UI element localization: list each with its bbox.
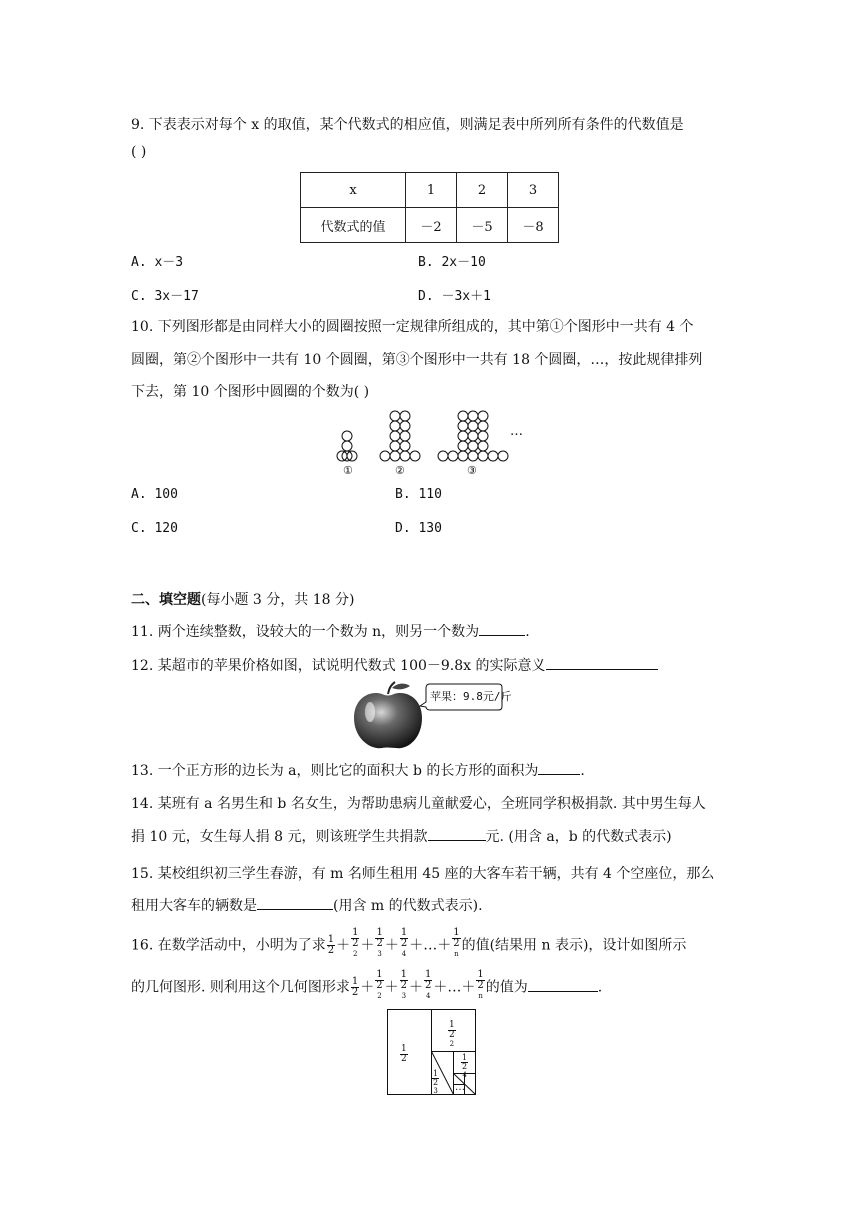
q15-text-end: (用含 m 的代数式表示). — [333, 898, 483, 914]
q14-text: 捐 10 元，女生每人捐 8 元，则该班学生共捐款 — [131, 829, 428, 845]
figure-label-3: ③ — [467, 464, 477, 477]
fraction: 1 2 $^4$ — [425, 969, 432, 1000]
answer-blank[interactable] — [538, 760, 580, 775]
table-row — [301, 208, 559, 243]
q9-option-c: C. 3x－17 — [131, 289, 199, 304]
q16-text-mid: 的值为 — [485, 979, 528, 996]
fraction: 1 2 $^2$ — [352, 927, 359, 958]
figure-dots: … — [455, 1082, 465, 1093]
figure-fraction-sixteenth: 1 2 $^4$ — [462, 1053, 468, 1079]
circle-pattern-figure — [334, 406, 534, 464]
q16-text: 的几何图形. 则利用这个几何图形求 — [131, 979, 350, 996]
q16-text-mid: 的值(结果用 n 表示)，设计如图所示 — [461, 937, 687, 954]
q14-line1: 14. 某班有 a 名男生和 b 名女生，为帮助患病儿童献爱心，全班同学积极捐款. 其中男生每人 — [131, 796, 706, 812]
table-cell: －5 — [457, 208, 508, 243]
figure-fraction-eighth: 1 2 $^3$ — [433, 1069, 439, 1095]
figure-fraction-quarter: 1 2 $^2$ — [449, 1020, 455, 1048]
q16-line1: 16. 在数学活动中，小明为了求 $\frac{1}{2}$ ＋ 1 2 $^2$ ＋ 1 2 $^3$ ＋ 1 2 $^4$ ＋…＋ 1 2 $^n$ 的值(结果用 n 表示)，设计如图所示 — [131, 928, 686, 958]
q11 — [131, 621, 530, 641]
q11-end: . — [525, 624, 530, 640]
figure-fraction-half: $\frac{1}{2}$ — [401, 1044, 407, 1064]
answer-blank[interactable] — [528, 977, 598, 992]
section-note: (每小题 3 分，共 18 分) — [201, 592, 355, 608]
fraction: $\frac{1}{2}$ — [327, 934, 335, 957]
fraction: $\frac{1}{2}$ — [351, 976, 359, 999]
q15-text: 租用大客车的辆数是 — [131, 898, 257, 914]
fraction: 1 2 $^n$ — [477, 969, 484, 1000]
value-table — [300, 172, 559, 243]
q10-option-d: D. 130 — [395, 521, 442, 536]
q16-line2: 的几何图形. 则利用这个几何图形求 $\frac{1}{2}$ ＋ 1 2 $^2$ ＋ 1 2 $^3$ ＋ 1 2 $^4$ ＋…＋ 1 2 $^n$ 的值为 . — [131, 970, 602, 1000]
answer-blank[interactable] — [257, 895, 333, 910]
q10-option-c: C. 120 — [131, 521, 178, 536]
section-title: 二、填空题 — [131, 592, 201, 608]
table-cell: －2 — [406, 208, 457, 243]
q14-line2 — [131, 826, 672, 846]
fraction: 1 2 $^4$ — [400, 927, 408, 958]
answer-blank[interactable] — [546, 655, 658, 670]
q12 — [131, 655, 658, 675]
q9-option-a: A. x－3 — [131, 255, 184, 270]
table-cell: x — [301, 173, 406, 208]
q9-option-b: B. 2x－10 — [418, 255, 486, 270]
q10-option-b: B. 110 — [395, 487, 442, 502]
figure-label-1: ① — [343, 464, 353, 477]
q9-paren: ( ) — [131, 144, 147, 160]
q15-line2 — [131, 895, 483, 915]
q14-text-end: 元. (用含 a，b 的代数式表示) — [485, 829, 672, 845]
section-heading — [131, 589, 354, 609]
table-cell: 代数式的值 — [301, 208, 406, 243]
figure-ellipsis: … — [510, 424, 523, 439]
figure-label-2: ② — [395, 464, 405, 477]
q13-text: 13. 一个正方形的边长为 a，则比它的面积大 b 的长方形的面积为 — [131, 763, 539, 779]
q9-option-d: D. －3x＋1 — [418, 289, 491, 304]
q15-line1: 15. 某校组织初三学生春游，有 m 名师生租用 45 座的大客车若干辆，共有 4 个空座位，那么 — [131, 866, 715, 882]
q10-option-a: A. 100 — [131, 487, 178, 502]
price-tag: 苹果：9.8元/斤 — [430, 690, 512, 703]
q10-line2: 圆圈，第②个图形中一共有 10 个圆圈，第③个图形中一共有 18 个圆圈，…，按此规律排列 — [131, 352, 703, 368]
q9-text: 9. 下表表示对每个 x 的取值，某个代数式的相应值，则满足表中所列所有条件的代数值是 — [131, 117, 684, 133]
fraction: 1 2 $^3$ — [376, 927, 383, 958]
q12-text: 12. 某超市的苹果价格如图，试说明代数式 100－9.8x 的实际意义 — [131, 658, 546, 674]
q10-line3: 下去，第 10 个图形中圆圈的个数为( ) — [131, 384, 370, 400]
table-cell: －8 — [508, 208, 559, 243]
answer-blank[interactable] — [428, 826, 486, 841]
fraction: 1 2 $^3$ — [400, 969, 408, 1000]
q13 — [131, 760, 585, 780]
table-cell: 3 — [508, 173, 559, 208]
table-row — [301, 173, 559, 208]
q13-end: . — [580, 763, 585, 779]
fraction: 1 2 $^n$ — [453, 927, 460, 958]
q10-line1: 10. 下列图形都是由同样大小的圆圈按照一定规律所组成的，其中第①个图形中一共有 4 个 — [131, 319, 694, 335]
q16-text: 16. 在数学活动中，小明为了求 — [131, 937, 326, 954]
table-cell: 1 — [406, 173, 457, 208]
table-cell: 2 — [457, 173, 508, 208]
fraction: 1 2 $^2$ — [376, 969, 383, 1000]
answer-blank[interactable] — [479, 621, 525, 636]
q11-text: 11. 两个连续整数，设较大的一个数为 n，则另一个数为 — [131, 624, 480, 640]
